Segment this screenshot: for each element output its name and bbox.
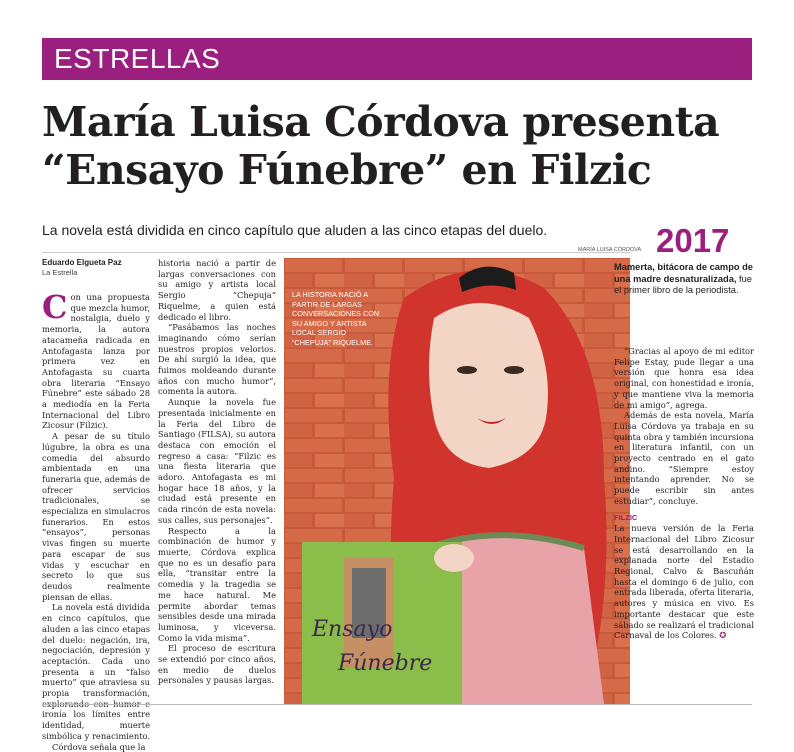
paragraph: Córdova señala que la	[52, 741, 146, 752]
byline-publication: La Estrella	[42, 268, 78, 277]
bottom-divider	[42, 704, 752, 705]
article-column-1	[42, 288, 151, 752]
paragraph: “Pasábamos las noches imaginando cómo serían nuestros propios velorios. De ahí surgió la idea, que fuimos moldeando durante años con mucho humor”, comenta la autora.	[158, 322, 276, 397]
paragraph: La nueva versión de la Feria Internacional del Libro Zicosur se está desarrollando en la explanada norte del Estadio Regional, Calvo & Bascuñán hasta el domingo 6 de julio, con entrada liberada, oferta literaria, autores y música en vivo. Es importante destacar que este sábado se realizará el tradicional Carnaval de los Colores.	[614, 523, 754, 641]
paragraph: Respecto a la combinación de humor y muerte, Córdova explica que no es un desafío para ella, “transitar entre la comedia y la tragedia se me hace natural. Me permite abordar temas sensibles desde una mirada luminosa, y viceversa. Como la vida misma”.	[158, 525, 276, 643]
paragraph: El proceso de escritura se extendió por cinco años, en medio de duelos personales y pausas largas.	[158, 643, 276, 686]
section-label: ESTRELLAS	[54, 43, 221, 74]
sidebar-note-text: fue el primer libro de la periodista.	[614, 273, 752, 295]
subheadline: La novela está dividida en cinco capítulo que aluden a las cinco etapas del duelo.	[42, 222, 548, 238]
paragraph: A pesar de su título lúgubre, la obra es una comedia del absurdo ambientada en una funeraria que, además de ofrecer servicios tradicionales, se especializa en simulacros funerarios. En estos “ensayos”, personas vivas fingen su muerte para escapar de sus vidas y escuchar en secreto lo que sus deudos realmente piensan de ellas.	[42, 431, 150, 602]
paragraph: Aunque la novela fue presentada inicialmente en la Feria del Libro de Santiago (FILSA), su autora destaca con emoción el regreso a casa: “Filzic es una fiesta literaria que adoro. Antofagasta es mi hogar hace 18 años, y la ciudad está presente en cada rincón de esta novela: sus calles, sus personajes”.	[158, 397, 276, 525]
sidebar-note	[614, 262, 754, 297]
byline-author: Eduardo Elgueta Paz	[42, 258, 122, 267]
sidebar-note-bold: Mamerta, bitácora de campo de una madre desnaturalizada,	[614, 262, 753, 284]
section-banner	[42, 38, 752, 80]
paragraph: “Gracias al apoyo de mi editor Felipe Estay, pude llegar a una versión que honra esa idea original, con honestidad e ironía, y que mantiene viva la memoria de mi amigo”, agrega.	[614, 346, 754, 410]
paragraph: Además de esta novela, María Luisa Córdova ya trabaja en su quinta obra y también incursiona en literatura infantil, con un proyecto centrado en el gato andino. “Siempre estoy intentando aprender. No se puede escribir sin antes estudiar”, concluye.	[614, 410, 754, 506]
headline: María Luisa Córdova presenta “Ensayo Fúnebre” en Filzic	[42, 98, 720, 194]
article-column-3	[614, 346, 754, 641]
book-title-line-2: Fúnebre	[338, 651, 433, 676]
year-label: 2017	[656, 222, 730, 259]
drop-cap: C	[42, 288, 68, 326]
photo-credit: MARÍA LUISA CÓRDOVA	[578, 247, 642, 253]
photo-caption: LA HISTORIA NACIÓ A PARTIR DE LARGAS CONVERSACIONES CON SU AMIGO Y ARTISTA LOCAL SERGIO “CHEPUJA” RIQUELME.	[292, 290, 380, 347]
divider	[42, 252, 630, 253]
paragraph: historia nació a partir de largas conversaciones con su amigo y artista local Sergio “Chepuja” Riquelme, a quien está dedicado el libro.	[158, 258, 276, 322]
subsection-heading: FILZIC	[614, 512, 638, 522]
paragraph: La novela está dividida en cinco capítulos, que aluden a las cinco etapas del duelo: negación, ira, negociación, depresión y aceptación. Cada uno presenta a un “falso muerto” que atraviesa su propia transformación, ironía los límites entre identidad, muerte simbólica y renacimiento.	[42, 602, 151, 741]
paragraph: on una propuesta que mezcla humor, nostalgia, duelo y memoria, la autora atacameña radicada en Antofagasta lanza por primera vez en Antofagasta su cuarta obra literaria “Ensayo Fúnebre” este sábado 28 a mediodía en la Feria Internacional del Libro Zicosur (Filzic).	[42, 292, 150, 431]
article-column-2	[158, 258, 276, 686]
book-title-line-1: Ensayo	[312, 617, 393, 642]
end-mark-icon: ✪	[716, 630, 727, 641]
